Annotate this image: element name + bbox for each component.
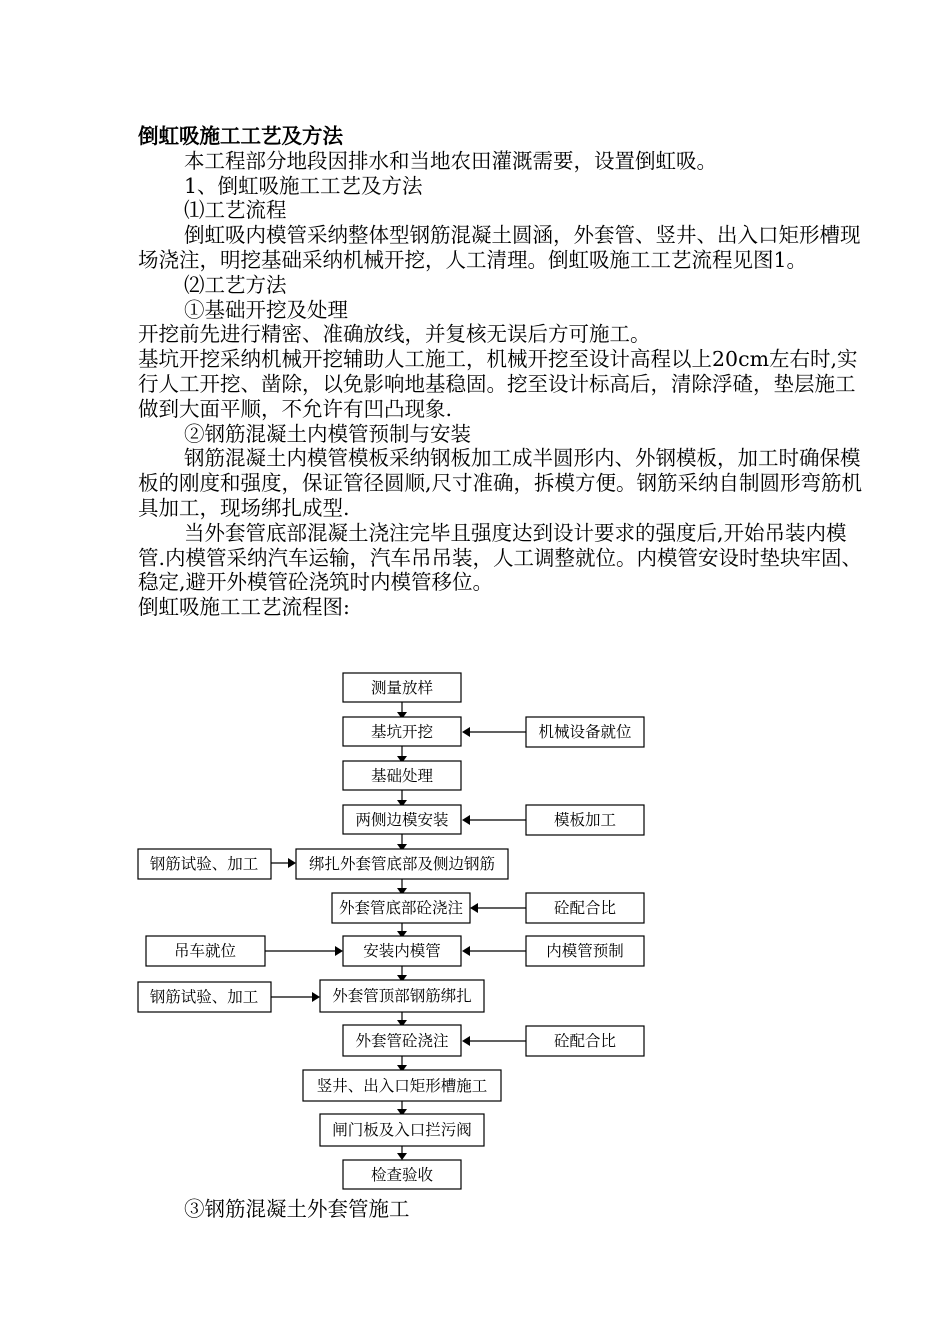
flow-step-label: 测量放样 bbox=[370, 679, 434, 697]
doc-title: 倒虹吸施工工艺及方法 bbox=[138, 124, 343, 148]
flow-input-label: 钢筋试验、加工 bbox=[149, 855, 259, 873]
flow-step-label: 闸门板及入口拦污阀 bbox=[332, 1121, 472, 1139]
flow-step-11 bbox=[320, 1114, 484, 1146]
heading-inner-pipe: ②钢筋混凝土内模管预制与安装 bbox=[184, 421, 471, 446]
flow-input-left-1 bbox=[138, 849, 271, 879]
flow-step-1 bbox=[343, 673, 461, 702]
heading-outer-pipe: ③钢筋混凝土外套管施工 bbox=[184, 1197, 410, 1221]
flow-input-right-5 bbox=[526, 1026, 644, 1056]
flow-input-label: 机械设备就位 bbox=[538, 723, 632, 741]
flow-step-6 bbox=[332, 893, 470, 923]
flow-step-label: 两侧边模安装 bbox=[355, 811, 449, 829]
heading-section-1: 1、倒虹吸施工工艺及方法 bbox=[184, 173, 423, 198]
flow-input-label: 钢筋试验、加工 bbox=[149, 988, 259, 1006]
paragraph-hoisting: 当外套管底部混凝土浇注完毕且强度达到设计要求的强度后,开始吊装内模管.内模管采纳汽车运输，汽车吊吊装，人工调整就位。内模管安设时垫块牢固、稳定,避开外模管砼浇筑时内模管移位。 bbox=[138, 520, 863, 595]
flow-step-label: 竖井、出入口矩形槽施工 bbox=[316, 1077, 488, 1095]
flow-input-label: 内模管预制 bbox=[546, 942, 624, 960]
flow-step-label: 基坑开挖 bbox=[370, 723, 434, 741]
flow-step-label: 外套管砼浇注 bbox=[355, 1032, 449, 1050]
flow-step-label: 绑扎外套管底部及侧边钢筋 bbox=[308, 855, 496, 873]
heading-process-flow: ⑴工艺流程 bbox=[184, 198, 287, 223]
flow-step-4 bbox=[343, 805, 461, 834]
flow-input-right-1 bbox=[526, 717, 644, 747]
paragraph-formwork: 钢筋混凝土内模管模板采纳钢板加工成半圆形内、外钢模板，加工时确保模板的刚度和强度，保证管径圆顺,尺寸准确，拆模方便。钢筋采纳自制圆形弯筋机具加工，现场绑扎成型. bbox=[138, 446, 863, 520]
flow-step-8 bbox=[320, 980, 484, 1012]
flow-step-label: 外套管底部砼浇注 bbox=[338, 899, 464, 917]
flow-input-label: 砼配合比 bbox=[553, 1032, 617, 1050]
flow-input-right-4 bbox=[526, 936, 644, 966]
heading-process-method: ⑵工艺方法 bbox=[184, 272, 287, 297]
flow-step-3 bbox=[343, 761, 461, 790]
paragraph-layout: 开挖前先进行精密、准确放线，并复核无误后方可施工。 bbox=[138, 322, 651, 347]
flow-input-left-2 bbox=[146, 936, 265, 966]
flow-step-label: 检查验收 bbox=[370, 1166, 434, 1184]
heading-foundation: ①基础开挖及处理 bbox=[184, 297, 348, 322]
flow-step-2 bbox=[343, 717, 461, 746]
paragraph-intro: 本工程部分地段因排水和当地农田灌溉需要，设置倒虹吸。 bbox=[184, 148, 717, 173]
flow-step-10 bbox=[303, 1070, 501, 1101]
flow-input-label: 吊车就位 bbox=[173, 942, 237, 960]
flow-step-12 bbox=[343, 1160, 461, 1189]
flow-step-label: 安装内模管 bbox=[363, 942, 441, 960]
flow-step-7 bbox=[343, 936, 461, 966]
paragraph-flowchart-caption: 倒虹吸施工工艺流程图: bbox=[138, 595, 350, 620]
flow-input-label: 砼配合比 bbox=[553, 899, 617, 917]
flow-input-right-2 bbox=[526, 805, 644, 835]
flow-step-5 bbox=[296, 849, 508, 879]
paragraph-process-flow: 倒虹吸内模管采纳整体型钢筋混凝土圆涵，外套管、竖井、出入口矩形槽现场浇注，明挖基础采纳机械开挖，人工清理。倒虹吸施工工艺流程见图1。 bbox=[138, 223, 861, 272]
flow-step-label: 基础处理 bbox=[370, 767, 434, 785]
paragraph-excavation: 基坑开挖采纳机械开挖辅助人工施工，机械开挖至设计高程以上20cm左右时,实行人工开挖、凿除，以免影响地基稳固。挖至设计标高后，清除浮碴，垫层施工做到大面平顺，不允许有凹凸现象. bbox=[138, 347, 858, 421]
flow-step-label: 外套管顶部钢筋绑扎 bbox=[332, 987, 472, 1005]
flow-input-left-3 bbox=[138, 982, 271, 1012]
flow-step-9 bbox=[343, 1025, 461, 1056]
flow-input-right-3 bbox=[526, 893, 644, 923]
flow-input-label: 模板加工 bbox=[553, 811, 617, 829]
